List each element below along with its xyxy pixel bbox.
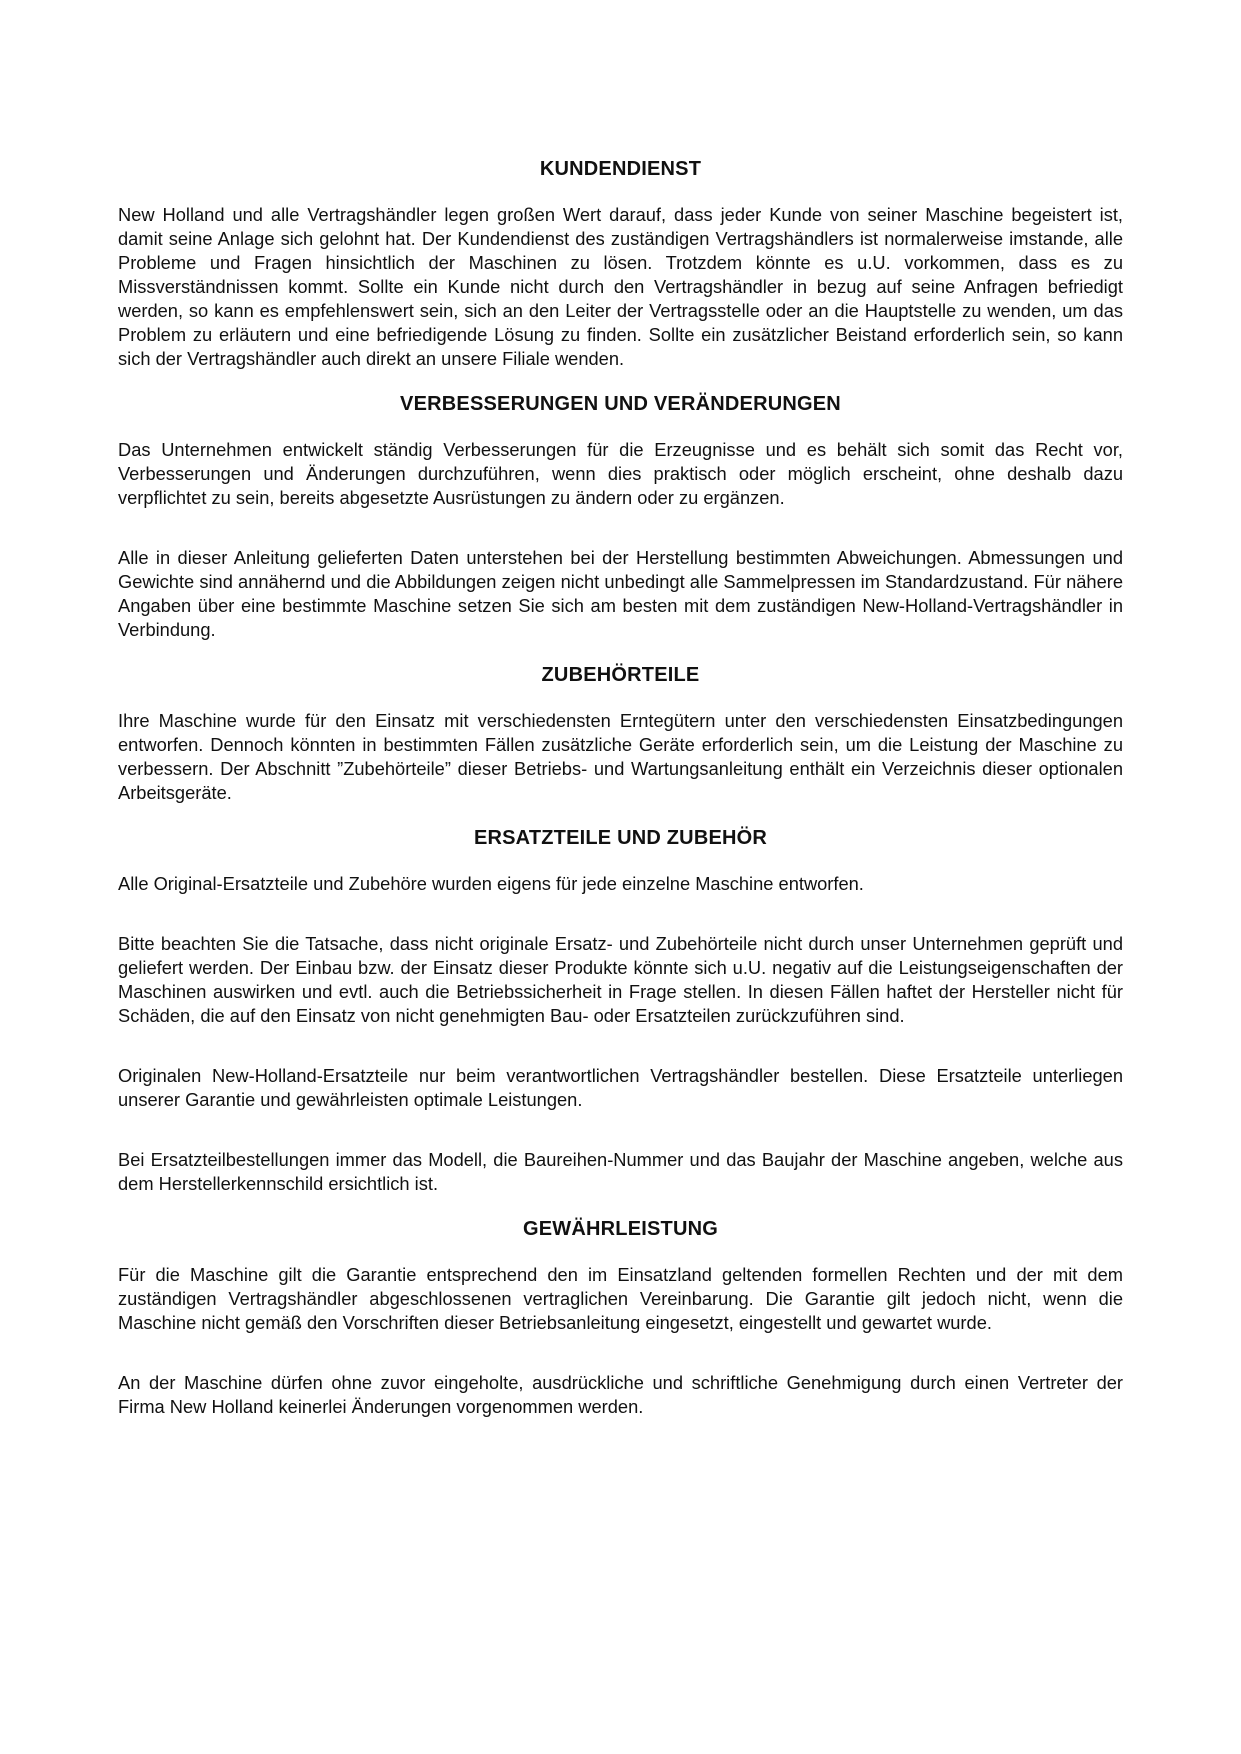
paragraph-verbesserungen-2: Alle in dieser Anleitung gelieferten Daten unterstehen bei der Herstellung bestimmten Abweichungen. Abmessungen und Gewichte sind annähernd und die Abbildungen zeigen nicht unbedingt alle Sammelpressen im Standardzustand. Für nähere Angaben über eine bestimmte Maschine setzen Sie sich am besten mit dem zuständigen New-Holland-Vertragshändler in Verbindung. bbox=[118, 547, 1123, 640]
paragraph-ersatzteile-1: Alle Original-Ersatzteile und Zubehöre wurden eigens für jede einzelne Maschine entworfen. bbox=[118, 873, 864, 894]
paragraph-ersatzteile-3: Originalen New-Holland-Ersatzteile nur beim verantwortlichen Vertragshändler bestellen. Diese Ersatzteile unterliegen unserer Garantie und gewährleisten optimale Leistungen. bbox=[118, 1065, 1123, 1110]
paragraph-ersatzteile-4: Bei Ersatzteilbestellungen immer das Modell, die Baureihen-Nummer und das Baujahr der Maschine angeben, welche aus dem Herstellerkennschild ersichtlich ist. bbox=[118, 1149, 1123, 1194]
heading-zubehoerteile: ZUBEHÖRTEILE bbox=[541, 664, 700, 686]
heading-verbesserungen: VERBESSERUNGEN UND VERÄNDERUNGEN bbox=[400, 393, 841, 415]
paragraph-kundendienst-1: New Holland und alle Vertragshändler legen großen Wert darauf, dass jeder Kunde von seiner Maschine begeistert ist, damit seine Anlage sich gelohnt hat. Der Kundendienst des zuständigen Vertragshändlers ist normalerweise imstande, alle Probleme und Fragen hinsichtlich der Maschinen zu lösen. Trotzdem könnte es u.U. vorkommen, dass es zu Missverständnissen kommt. Sollte ein Kunde nicht durch den Vertragshändler in bezug auf seine Anfragen befriedigt werden, so kann es empfehlenswert sein, sich an den Leiter der Vertragsstelle oder an die Hauptstelle zu wenden, um das Problem zu erläutern und eine befriedigende Lösung zu finden. Sollte ein zusätzlicher Beistand erforderlich sein, so kann sich der Vertragshändler auch direkt an unsere Filiale wenden. bbox=[118, 204, 1123, 369]
paragraph-ersatzteile-2: Bitte beachten Sie die Tatsache, dass nicht originale Ersatz- und Zubehörteile nicht durch unser Unternehmen geprüft und geliefert werden. Der Einbau bzw. der Einsatz dieser Produkte könnte sich u.U. negativ auf die Leistungseigenschaften der Maschinen auswirken und evtl. auch die Betriebssicherheit in Frage stellen. In diesen Fällen haftet der Hersteller nicht für Schäden, die auf den Einsatz von nicht genehmigten Bau- oder Ersatzteilen zurückzuführen sind. bbox=[118, 933, 1123, 1026]
heading-gewaehrleistung: GEWÄHRLEISTUNG bbox=[522, 1218, 719, 1240]
document-page bbox=[118, 158, 1123, 1419]
paragraph-gewaehrleistung-2: An der Maschine dürfen ohne zuvor eingeholte, ausdrückliche und schriftliche Genehmigung durch einen Vertreter der Firma New Holland keinerlei Änderungen vorgenommen werden. bbox=[118, 1372, 1123, 1417]
paragraph-gewaehrleistung-1: Für die Maschine gilt die Garantie entsprechend den im Einsatzland geltenden formellen Rechten und der mit dem zuständigen Vertragshändler abgeschlossenen vertraglichen Vereinbarung. Die Garantie gilt jedoch nicht, wenn die Maschine nicht gemäß den Vorschriften dieser Betriebsanleitung eingesetzt, eingestellt und gewartet wurde. bbox=[118, 1264, 1123, 1333]
heading-ersatzteile: ERSATZTEILE UND ZUBEHÖR bbox=[473, 827, 768, 849]
heading-kundendienst: KUNDENDIENST bbox=[539, 158, 702, 180]
paragraph-zubehoerteile-1: Ihre Maschine wurde für den Einsatz mit verschiedensten Erntegütern unter den verschiedensten Einsatzbedingungen entworfen. Dennoch könnten in bestimmten Fällen zusätzliche Geräte erforderlich sein, um die Leistung der Maschine zu verbessern. Der Abschnitt ”Zubehörteile” dieser Betriebs- und Wartungsanleitung enthält ein Verzeichnis dieser optionalen Arbeitsgeräte. bbox=[118, 710, 1123, 803]
paragraph-verbesserungen-1: Das Unternehmen entwickelt ständig Verbesserungen für die Erzeugnisse und es behält sich somit das Recht vor, Verbesserungen und Änderungen durchzuführen, wenn dies praktisch oder möglich erscheint, ohne deshalb dazu verpflichtet zu sein, bereits abgesetzte Ausrüstungen zu ändern oder zu ergänzen. bbox=[118, 439, 1123, 508]
